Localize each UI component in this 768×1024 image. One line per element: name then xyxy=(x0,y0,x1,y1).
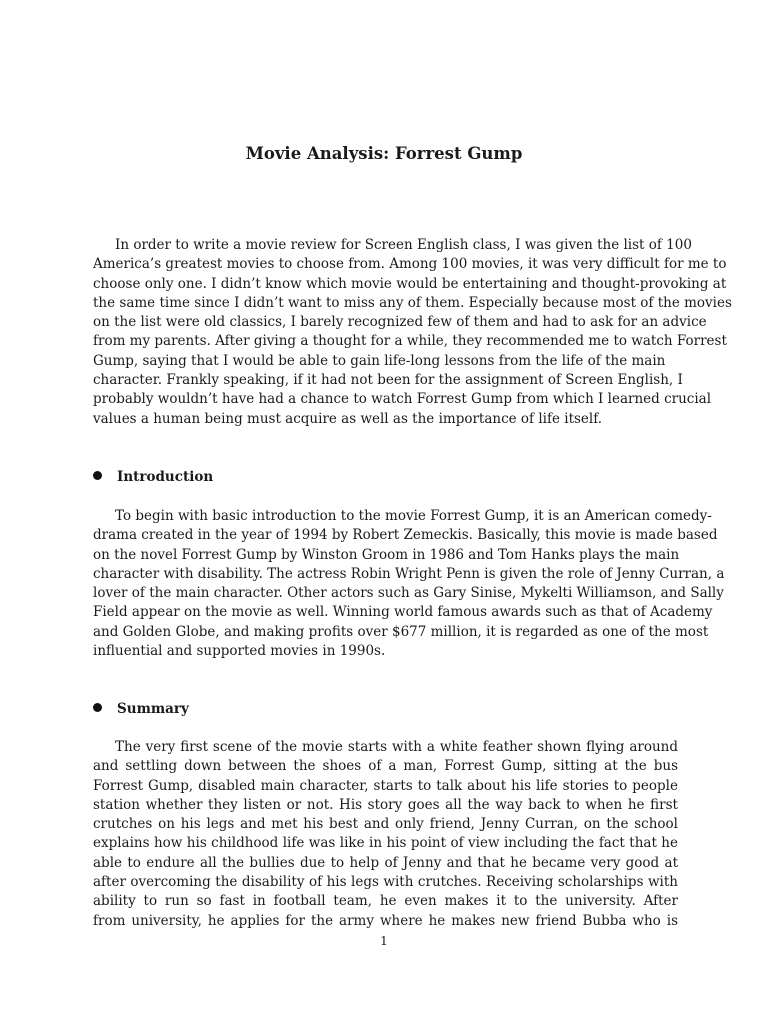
summary-line: ability to run so fast in football team, he even makes it to the university. After xyxy=(93,893,678,910)
intro-line: the same time since I didn’t want to miss any of them. Especially because most of the movies xyxy=(93,294,732,311)
introduction-line: on the novel Forrest Gump by Winston Groom in 1986 and Tom Hanks plays the main xyxy=(93,546,680,563)
introduction-paragraph xyxy=(93,507,725,661)
intro-line: America’s greatest movies to choose from. Among 100 movies, it was very difficult for me to xyxy=(93,256,727,273)
intro-paragraph xyxy=(93,236,732,429)
bullet-icon xyxy=(93,703,102,712)
summary-line: after overcoming the disability of his legs with crutches. Receiving scholarships with xyxy=(93,874,678,891)
document-title: Movie Analysis: Forrest Gump xyxy=(245,144,523,163)
summary-line: from university, he applies for the army where he makes new friend Bubba who is xyxy=(93,912,678,929)
introduction-line: and Golden Globe, and making profits over $677 million, it is regarded as one of the most xyxy=(93,623,709,640)
summary-line: crutches on his legs and met his best and only friend, Jenny Curran, on the school xyxy=(93,816,678,833)
summary-line: able to endure all the bullies due to help of Jenny and that he became very good at xyxy=(93,854,678,871)
intro-line: In order to write a movie review for Screen English class, I was given the list of 100 xyxy=(115,237,692,253)
introduction-line: influential and supported movies in 1990s. xyxy=(93,643,386,660)
introduction-heading xyxy=(93,468,213,487)
summary-line: The very first scene of the movie starts with a white feather shown flying around xyxy=(115,739,678,755)
intro-line: values a human being must acquire as well as the importance of life itself. xyxy=(93,410,603,427)
intro-line: character. Frankly speaking, if it had not been for the assignment of Screen English, I xyxy=(93,372,683,389)
summary-line: Forrest Gump, disabled main character, starts to talk about his life stories to people xyxy=(93,777,678,794)
summary-line: and settling down between the shoes of a man, Forrest Gump, sitting at the bus xyxy=(93,758,678,775)
introduction-line: drama created in the year of 1994 by Robert Zemeckis. Basically, this movie is made based xyxy=(93,527,718,544)
intro-line: choose only one. I didn’t know which movie would be entertaining and thought-provoking at xyxy=(93,275,727,292)
introduction-line: lover of the main character. Other actors such as Gary Sinise, Mykelti Williamson, and Sally xyxy=(93,585,724,602)
intro-line: on the list were old classics, I barely recognized few of them and had to ask for an advice xyxy=(93,314,707,331)
introduction-line: To begin with basic introduction to the movie Forrest Gump, it is an American comedy- xyxy=(115,508,712,524)
introduction-line: Field appear on the movie as well. Winning world famous awards such as that of Academy xyxy=(93,604,713,621)
summary-paragraph xyxy=(93,738,678,931)
summary-heading xyxy=(93,700,189,719)
intro-line: from my parents. After giving a thought for a while, they recommended me to watch Forrest xyxy=(93,333,727,350)
introduction-line: character with disability. The actress Robin Wright Penn is given the role of Jenny Curran, a xyxy=(93,565,725,582)
summary-line: explains how his childhood life was like in his point of view including the fact that he xyxy=(93,835,678,852)
summary-heading-label: Summary xyxy=(117,701,189,717)
intro-line: Gump, saying that I would be able to gain life-long lessons from the life of the main xyxy=(93,352,666,369)
intro-line: probably wouldn’t have had a chance to watch Forrest Gump from which I learned crucial xyxy=(93,391,712,408)
page-number: 1 xyxy=(380,934,388,948)
introduction-heading-label: Introduction xyxy=(117,469,214,485)
summary-line: station whether they listen or not. His story goes all the way back to when he first xyxy=(93,796,678,813)
bullet-icon xyxy=(93,471,102,480)
